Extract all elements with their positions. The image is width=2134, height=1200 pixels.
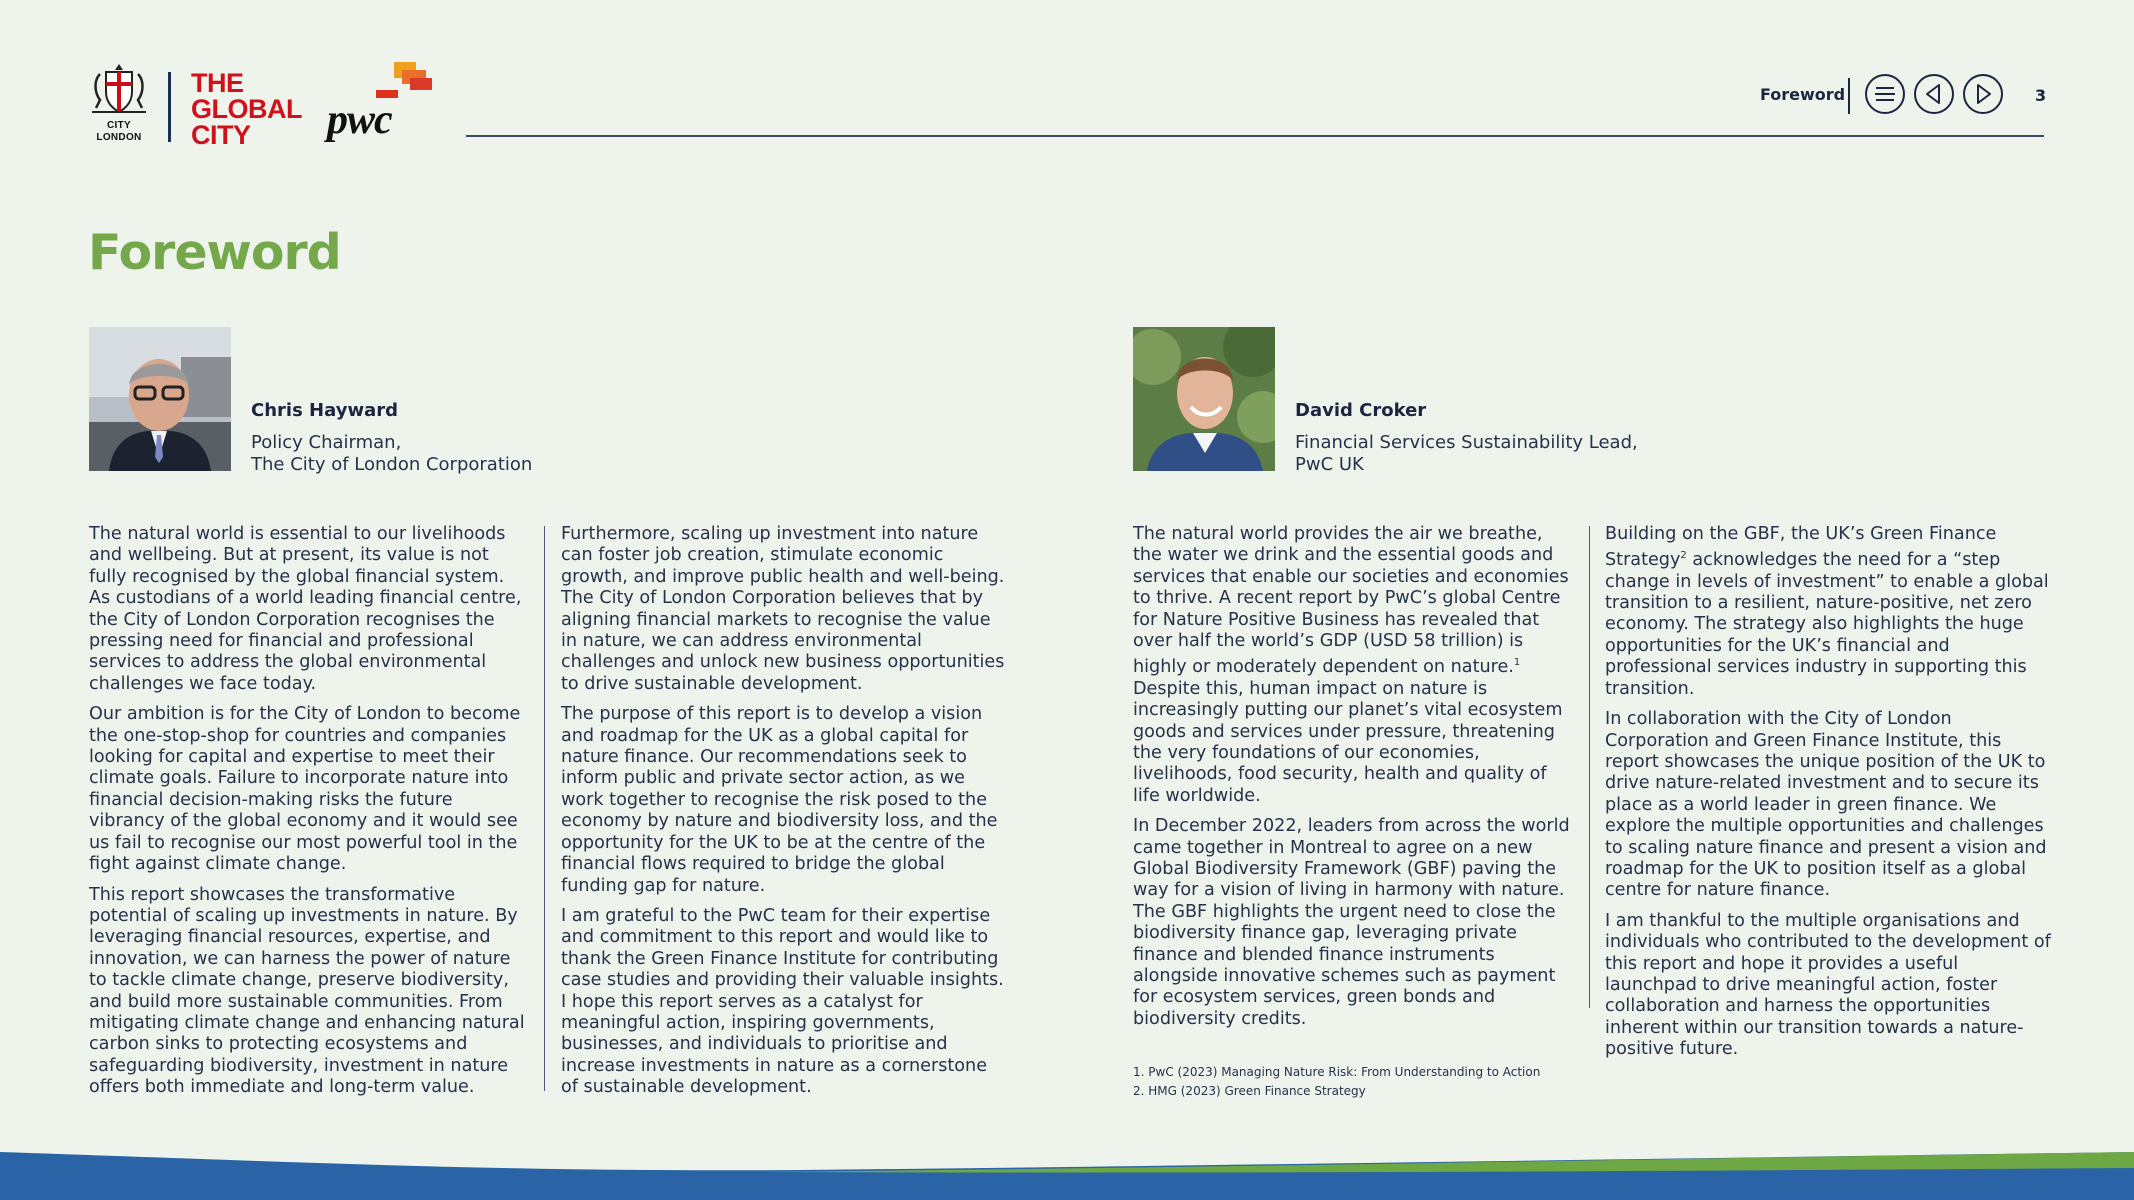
- footnote-ref[interactable]: 2: [1680, 550, 1687, 562]
- previous-page-icon: [1916, 76, 1952, 112]
- body-column-4: [1605, 524, 2055, 1070]
- body-column-3: [1133, 524, 1573, 1039]
- paragraph: The purpose of this report is to develop a vision and roadmap for the UK as a global capital for nature finance. Our recommendations seek to inform public and private sector action, as we work together to recognise the risk posed to the economy by nature and biodiversity loss, and the opportunity for the UK to be at the centre of the financial flows required to bridge the global funding gap for nature.: [561, 704, 998, 896]
- profile-role-chris-hayward: [251, 432, 611, 475]
- next-page-button[interactable]: [1963, 74, 2003, 114]
- paragraph: The natural world is essential to our livelihoods and wellbeing. But at present, its value is not fully recognised by the global financial system. As custodians of a world leading financial centre, the City of London Corporation recognises the pressing need for financial and professional services to address the global environmental challenges we face today.: [89, 524, 522, 694]
- paragraph: I am grateful to the PwC team for their expertise and commitment to this report and would like to thank the Green Finance Institute for contributing case studies and providing their valuable insights. I hope this report serves as a catalyst for meaningful action, inspiring governments, businesses, and individuals to prioritise and increase investments in nature as a cornerstone of sustainable development.: [561, 905, 1004, 1098]
- brand-line-3: CITY: [191, 120, 251, 150]
- next-page-icon: [1965, 76, 2001, 112]
- profile-role-line-1: Financial Services Sustainability Lead,: [1295, 432, 1638, 453]
- profile-name-david-croker: David Croker: [1295, 400, 1427, 421]
- paragraph: Furthermore, scaling up investment into nature can foster job creation, stimulate economic growth, and improve public health and well-being. The City of London Corporation believes that by aligning financial markets to recognise the value in nature, we can address environmental challenges and unlock new business opportunities to drive sustainable development.: [561, 524, 1005, 694]
- paragraph: In December 2022, leaders from across the world came together in Montreal to agree on a new Global Biodiversity Framework (GBF) paving the way for a vision of living in harmony with nature. The GBF highlights the urgent need to close the biodiversity finance gap, leveraging private finance and blended finance instruments alongside innovative schemes such as payment for ecosystem services, green bonds and biodiversity credits.: [1133, 816, 1570, 1029]
- paragraph-text: acknowledges the need for a “step change in levels of investment” to enable a global transition to a resilient, nature-positive, net zero economy. The strategy also highlights the huge opportunities for the UK’s financial and professional services industry in supporting this transition.: [1605, 550, 2049, 699]
- profile-name-chris-hayward: Chris Hayward: [251, 400, 398, 421]
- david-croker-photo: [1133, 327, 1275, 471]
- column-divider: [544, 526, 545, 1091]
- profile-role-line-1: Policy Chairman,: [251, 432, 402, 453]
- footnotes: [1133, 1063, 2033, 1101]
- paragraph: In collaboration with the City of London Corporation and Green Finance Institute, this report showcases the unique position of the UK to drive nature-related investment and to secure its place as a world leader in green finance. We explore the multiple opportunities and challenges to scaling nature finance and present a vision and roadmap for the UK to position itself as a global centre for nature finance.: [1605, 709, 2047, 901]
- paragraph-text: Building on the GBF, the UK’s Green Finance Strategy: [1605, 524, 1997, 571]
- paragraph: This report showcases the transformative potential of scaling up investments in nature. By leveraging financial resources, expertise, and innovation, we can harness the power of nature to tackle climate change, preserve biodiversity, and build more sustainable communities. From mitigating climate change and enhancing natural carbon sinks to protecting ecosystems and safeguarding biodiversity, investment in nature offers both immediate and long-term value.: [89, 884, 525, 1098]
- profile-role-line-2: The City of London Corporation: [251, 453, 533, 475]
- paragraph: I am thankful to the multiple organisations and individuals who contributed to the development of this report and hope it provides a useful launchpad to drive meaningful action, foster collaboration and harness the opportunities inherent within our transition towards a nature-positive future.: [1605, 910, 2051, 1060]
- footnote-1: 1. PwC (2023) Managing Nature Risk: From Understanding to Action: [1133, 1065, 1541, 1079]
- paragraph-text: Despite this, human impact on nature is increasingly putting our planet’s vital ecosystem goods and services under pressure, threatening the very foundations of our economies, livelihoods, food security, health and quality of life worldwide.: [1133, 678, 1563, 806]
- pwc-logo-text: pwc: [327, 97, 392, 143]
- column-divider: [1589, 526, 1590, 1008]
- profile-role-david-croker: [1295, 432, 1655, 475]
- paragraph: [1605, 524, 2055, 700]
- previous-page-button[interactable]: [1914, 74, 1954, 114]
- crest-caption-london: LONDON: [96, 132, 142, 143]
- footer-wave: [0, 1148, 2134, 1200]
- body-column-2: [561, 524, 1006, 1108]
- global-city-logo: [191, 70, 302, 148]
- paragraph: [1133, 524, 1573, 807]
- section-label: Foreword: [1760, 85, 1846, 104]
- logo-divider: [168, 72, 171, 142]
- page-title: Foreword: [88, 224, 341, 281]
- crest-caption-city: CITY: [107, 120, 131, 131]
- page-number: 3: [2035, 86, 2047, 105]
- brand-line-1: THE: [191, 68, 244, 98]
- paragraph: Our ambition is for the City of London to become the one-stop-shop for countries and companies looking for capital and expertise to meet their climate goals. Failure to incorporate nature into financial decision-making risks the future vibrancy of the global economy and it would see us fail to recognise our most powerful tool in the fight against climate change.: [89, 704, 521, 875]
- chris-hayward-photo: [89, 327, 231, 471]
- city-of-london-logo: [88, 60, 150, 142]
- header-rule: [466, 135, 2044, 137]
- menu-icon: [1867, 76, 1903, 112]
- brand-line-2: GLOBAL: [191, 94, 302, 124]
- body-column-1: [89, 524, 529, 1108]
- menu-button[interactable]: [1865, 74, 1905, 114]
- footnote-ref[interactable]: 1: [1513, 657, 1521, 669]
- profile-role-line-2: PwC UK: [1295, 453, 1364, 475]
- nav-divider: [1848, 78, 1850, 114]
- footnote-2: 2. HMG (2023) Green Finance Strategy: [1133, 1084, 1366, 1098]
- city-crest-icon: [88, 60, 150, 116]
- paragraph-text: The natural world provides the air we breathe, the water we drink and the essential goods and services that enable our societies and economies to thrive. A recent report by PwC’s global Centre for Nature Positive Business has revealed that over half the world’s GDP (USD 58 trillion) is highly or moderately dependent on nature.: [1133, 524, 1569, 678]
